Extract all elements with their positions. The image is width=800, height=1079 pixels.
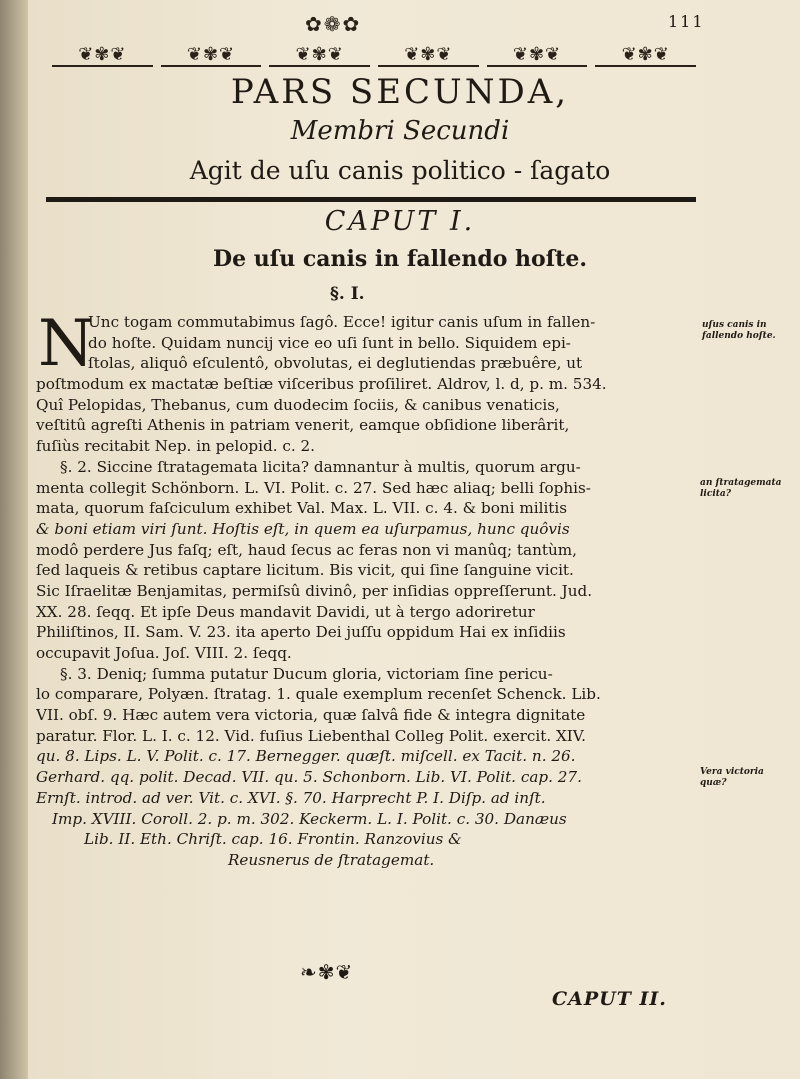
divider-rule (46, 197, 696, 202)
text-line: lo comparare, Polyæn. ſtratag. 1. quale exemplum recenſet Schenck. Lib. (36, 685, 601, 704)
text-line: Gerhard. qq. polit. Decad. VII. qu. 5. Schonborn. Lib. VI. Polit. cap. 27. (36, 768, 582, 787)
member-subtitle: Membri Secundi (290, 116, 510, 146)
text-line: fuſiùs recitabit Nep. in pelopid. c. 2. (36, 437, 316, 456)
text-line: Unc togam commutabimus ſagô. Ecce! igitur canis uſum in fallen- (88, 313, 596, 331)
text-line: ſed laqueis & retibus captare licitum. Bis vicit, qui ſine ſanguine vicit. (36, 561, 574, 580)
text-line: veſtitû agreſti Athenis in patriam venerit, eamque obſidione liberârit, (36, 416, 570, 435)
chapter-heading: CAPUT I. (324, 206, 476, 237)
band-ornament: ❦✾❦ (52, 45, 153, 67)
margin-note: uſus canis in fallendo hoſte. (702, 320, 776, 341)
text-line: mata, quorum faſciculum exhibet Val. Max. L. VII. c. 4. & boni militis (36, 499, 568, 518)
text-line: qu. 8. Lips. L. V. Polit. c. 17. Bernegger. quæſt. miſcell. ex Tacit. n. 26. (36, 747, 576, 766)
chapter-subtitle: De uſu canis in fallendo hoſte. (213, 246, 587, 272)
drop-cap: N (38, 307, 94, 381)
text-line: occupavit Joſua. Joſ. VIII. 2. ſeqq. (36, 644, 292, 662)
text-line: Lib. II. Eth. Chriſt. cap. 16. Frontin. Ranzovius & (84, 830, 462, 849)
text-line: XX. 28. ſeqq. Et ipſe Deus mandavit Davidi, ut à tergo adoriretur (36, 602, 535, 621)
text-line: §. 3. Deniq; ſumma putatur Ducum gloria, victoriam ſine pericu- (60, 664, 553, 683)
band-ornament: ❦✾❦ (378, 45, 479, 67)
text-line: paratur. Flor. L. I. c. 12. Vid. fuſius Liebenthal Colleg Polit. exercit. XIV. (36, 726, 586, 745)
text-line: modô perdere Jus faſq; eſt, haud ſecus ac feras non vi manûq; tantùm, (36, 540, 577, 559)
margin-note: Vera victoria quæ? (700, 767, 764, 788)
ornamental-band (48, 44, 700, 68)
body-text (36, 307, 696, 871)
text-line: poſtmodum ex mactatæ beſtiæ viſceribus proſiliret. Aldrov, l. d, p. m. 534. (36, 375, 607, 394)
section-marker: §. I. (330, 284, 365, 304)
text-line: VII. obſ. 9. Hæc autem vera victoria, quæ ſalvâ fide & integra dignitate (36, 706, 586, 725)
part-description: Agit de uſu canis politico - ſagato (189, 156, 611, 185)
text-line: & boni etiam viri ſunt. Hoſtis eſt, in quem ea uſurpamus, hunc quôvis (36, 519, 570, 538)
band-ornament: ❦✾❦ (487, 45, 588, 67)
text-line: Sic Iſraelitæ Benjamitas, permiſsû divinô, per inſidias oppreſſerunt. Jud. (36, 581, 593, 600)
text-line: §. 2. Siccine ſtratagemata licita? damnantur à multis, quorum argu- (60, 457, 581, 476)
band-ornament: ❦✾❦ (595, 45, 696, 67)
text-line: Reusnerus de ſtratagemat. (228, 850, 435, 869)
text-line: Ernſt. introd. ad ver. Vit. c. XVI. §. 70. Harprecht P. I. Diſp. ad inſt. (36, 788, 546, 807)
header-ornament: ✿❁✿ (305, 12, 362, 36)
part-title: PARS SECUNDA, (230, 72, 570, 112)
tailpiece-ornament: ❧✾❦ (300, 960, 354, 984)
text-line: ſtolas, aliquô eſculentô, obvolutas, ei deglutiendas præbuêre, ut (88, 354, 583, 373)
catchword: CAPUT II. (552, 988, 667, 1010)
text-line: Philiſtinos, II. Sam. V. 23. ita aperto Dei juſſu oppidum Hai ex inſidiis (36, 623, 566, 642)
text-line: Quî Pelopidas, Thebanus, cum duodecim ſociis, & canibus venaticis, (36, 395, 560, 414)
text-line: Imp. XVIII. Coroll. 2. p. m. 302. Keckerm. L. I. Polit. c. 30. Danæus (52, 809, 567, 828)
band-ornament: ❦✾❦ (269, 45, 370, 67)
margin-note: an ſtratagemata licita? (700, 478, 782, 499)
page-number: 111 (668, 12, 705, 31)
text-line: menta collegit Schönborn. L. VI. Polit. c. 27. Sed hæc aliaq; belli ſophis- (36, 478, 591, 497)
text-line: do hoſte. Quidam nuncij vice eo uſi ſunt in bello. Siquidem epi- (88, 333, 571, 352)
band-ornament: ❦✾❦ (161, 45, 262, 67)
